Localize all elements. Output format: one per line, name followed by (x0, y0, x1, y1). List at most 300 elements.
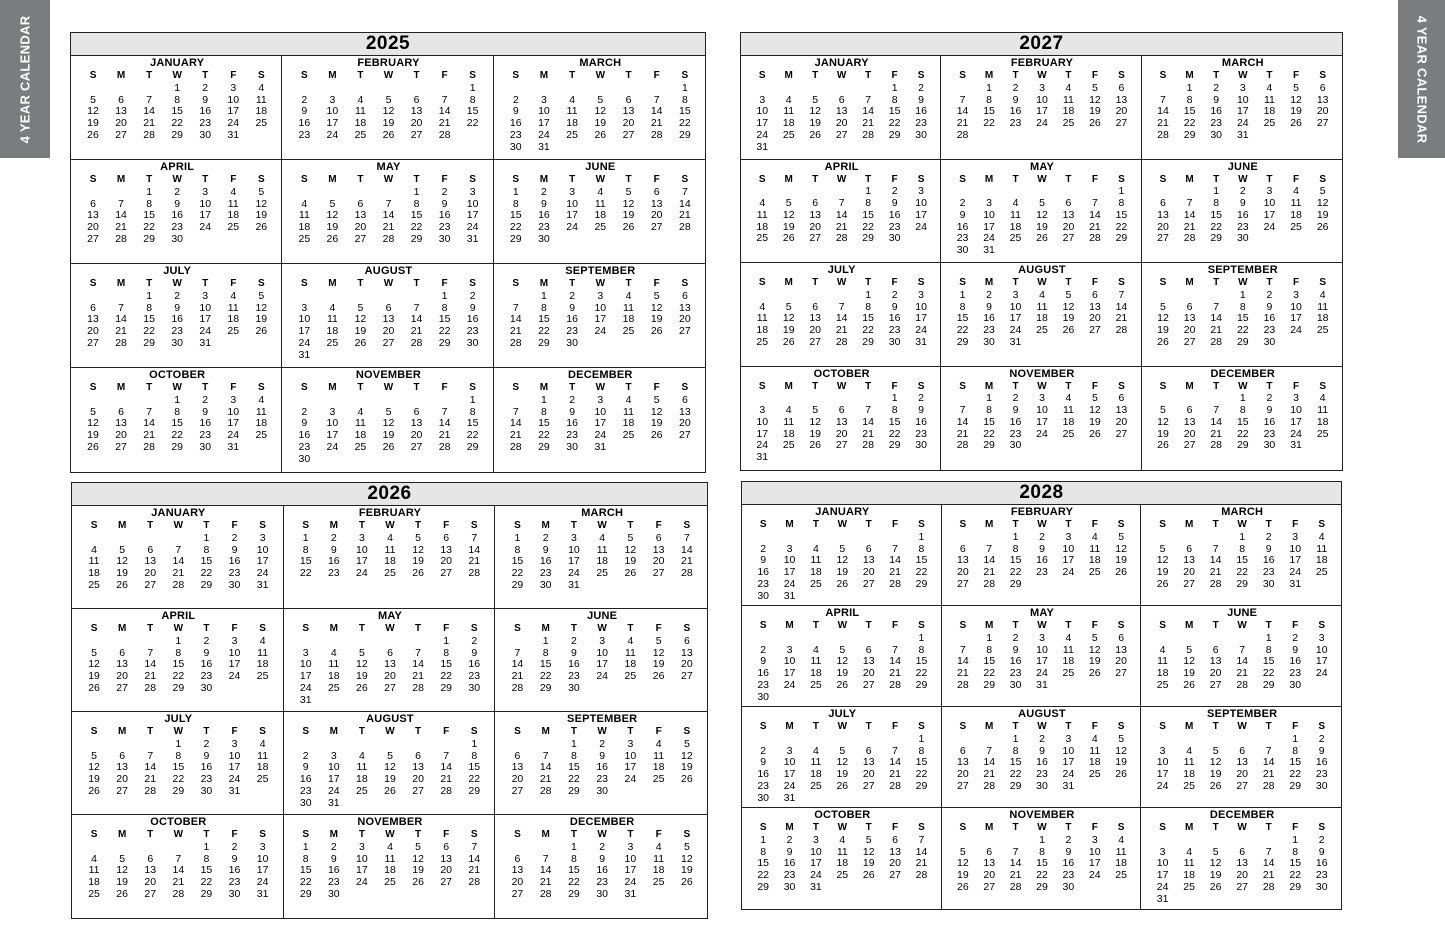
day-number: 22 (200, 876, 213, 889)
day-number: 27 (652, 567, 665, 580)
weekday-header: W (597, 520, 607, 531)
day-number: 13 (410, 105, 423, 118)
weekday-header: S (514, 520, 521, 531)
day-grid (1149, 620, 1335, 692)
day-number: 10 (810, 845, 822, 858)
day-number: 28 (983, 577, 996, 590)
day-number: 24 (1062, 566, 1075, 579)
weekday-header: M (541, 726, 550, 737)
day-number: 17 (568, 555, 580, 568)
day-number: 13 (1209, 655, 1222, 668)
day-number: 10 (624, 852, 637, 865)
day-number: 26 (116, 887, 128, 900)
day-number: 5 (653, 289, 660, 302)
day-number: 19 (88, 670, 100, 683)
day-number: 10 (538, 105, 550, 118)
day-number: 5 (812, 93, 819, 106)
day-grid (80, 726, 277, 798)
day-number: 3 (329, 93, 336, 106)
day-number: 1 (891, 81, 898, 94)
month-name: FEBRUARY (1010, 506, 1074, 518)
day-number: 25 (327, 681, 340, 694)
day-number: 17 (199, 313, 212, 326)
day-number: 13 (1157, 208, 1169, 221)
day-number: 2 (330, 840, 337, 853)
day-number: 20 (511, 773, 524, 786)
day-number: 25 (298, 232, 311, 245)
day-number: 22 (1115, 220, 1128, 233)
day-number: 17 (596, 658, 608, 671)
day-number: 23 (228, 876, 241, 889)
weekday-header: W (595, 70, 606, 81)
day-number: 30 (1263, 439, 1276, 452)
day-number: 4 (258, 393, 265, 406)
day-number: 25 (356, 784, 368, 797)
day-number: 1 (1239, 288, 1246, 301)
day-number: 11 (596, 543, 608, 556)
day-number: 20 (652, 555, 665, 568)
day-grid (292, 520, 489, 580)
day-number: 19 (1089, 105, 1101, 118)
day-number: 6 (357, 197, 364, 210)
day-number: 4 (759, 197, 766, 210)
day-number: 3 (1065, 732, 1072, 745)
day-number: 9 (786, 845, 793, 858)
month-name: JUNE (587, 610, 618, 622)
day-number: 18 (227, 313, 240, 326)
day-number: 27 (1236, 779, 1248, 792)
day-number: 1 (1039, 833, 1045, 846)
day-number: 3 (597, 289, 604, 302)
day-number: 4 (627, 634, 634, 647)
day-number: 28 (1009, 880, 1022, 893)
weekday-header: M (117, 829, 127, 840)
day-number: 29 (1262, 678, 1275, 691)
day-number: 26 (384, 784, 396, 797)
day-number: 3 (1293, 288, 1299, 301)
day-number: 19 (862, 857, 875, 870)
day-number: 10 (326, 105, 339, 118)
day-number: 29 (143, 336, 155, 349)
day-number: 12 (354, 313, 367, 326)
day-number: 4 (1159, 643, 1166, 656)
day-number: 7 (514, 646, 521, 659)
day-number: 9 (599, 749, 606, 762)
day-number: 3 (231, 634, 238, 647)
day-number: 20 (681, 658, 693, 671)
weekday-header: F (230, 278, 237, 289)
month-january (742, 505, 942, 606)
day-number: 26 (88, 784, 100, 797)
month-august (282, 264, 493, 368)
day-number: 17 (227, 417, 240, 430)
day-number: 30 (509, 140, 522, 153)
year-title: 2026 (72, 483, 707, 506)
weekday-header: W (597, 726, 607, 737)
day-number: 29 (1236, 577, 1248, 590)
day-number: 30 (956, 244, 969, 257)
weekday-header: S (1318, 721, 1326, 732)
day-number: 29 (538, 336, 550, 349)
day-number: 15 (511, 555, 524, 568)
day-number: 4 (329, 301, 336, 314)
day-number: 23 (915, 427, 927, 440)
day-number: 3 (358, 840, 365, 853)
month-name: MARCH (581, 507, 624, 519)
day-number: 10 (466, 197, 479, 210)
day-number: 29 (862, 232, 874, 245)
day-number: 4 (258, 81, 265, 94)
day-number: 3 (759, 404, 766, 417)
day-number: 6 (1118, 392, 1125, 405)
day-number: 7 (542, 852, 549, 865)
day-number: 21 (440, 773, 453, 786)
empty-day (976, 734, 1002, 746)
day-number: 10 (756, 105, 769, 118)
day-number: 1 (1118, 185, 1125, 198)
day-number: 23 (1210, 117, 1223, 130)
day-number: 20 (1157, 220, 1169, 233)
day-number: 15 (1009, 554, 1022, 567)
weekday-header: W (837, 822, 848, 833)
day-number: 31 (783, 589, 796, 602)
day-number: 17 (298, 325, 311, 338)
day-number: 25 (227, 325, 240, 338)
day-number: 14 (1009, 857, 1022, 870)
weekday-header: T (1065, 380, 1072, 392)
month-november (942, 808, 1142, 909)
empty-day (828, 83, 854, 95)
day-number: 7 (681, 185, 688, 198)
day-number: 5 (1319, 185, 1326, 198)
day-number: 11 (810, 655, 822, 668)
day-number: 7 (118, 197, 124, 210)
month-june (1141, 606, 1341, 707)
day-number: 21 (143, 429, 155, 442)
day-number: 4 (785, 404, 792, 417)
day-number: 18 (624, 658, 637, 671)
day-number: 31 (568, 578, 580, 591)
day-number: 6 (1239, 845, 1246, 858)
empty-day (346, 395, 374, 407)
weekday-header: W (595, 174, 606, 185)
weekday-header: W (836, 70, 847, 81)
day-number: 14 (509, 417, 522, 430)
day-number: 1 (986, 631, 993, 644)
day-number: 2 (891, 288, 898, 301)
day-number: 12 (1115, 744, 1127, 757)
day-number: 8 (174, 405, 181, 418)
weekday-header: T (570, 726, 577, 737)
day-number: 21 (835, 324, 848, 337)
day-number: 9 (760, 554, 767, 567)
day-number: 6 (959, 744, 966, 757)
day-number: 23 (956, 232, 969, 245)
day-number: 26 (255, 221, 268, 234)
month-july (742, 707, 942, 808)
day-number: 28 (1262, 880, 1275, 893)
day-number: 21 (1262, 768, 1275, 781)
day-number: 10 (227, 405, 240, 418)
day-number: 28 (143, 128, 155, 141)
day-number: 21 (862, 117, 874, 130)
day-number: 14 (1236, 655, 1248, 668)
day-number: 8 (203, 543, 210, 556)
day-number: 13 (116, 761, 128, 774)
empty-day (856, 532, 882, 544)
day-number: 16 (327, 864, 340, 877)
day-number: 18 (1156, 667, 1169, 680)
day-number: 9 (203, 646, 210, 659)
empty-day (950, 532, 976, 544)
day-number: 25 (622, 429, 635, 442)
day-grid (79, 278, 275, 350)
weekday-header: T (627, 520, 634, 531)
day-number: 2 (441, 185, 448, 198)
weekday-header: M (539, 70, 549, 81)
day-number: 2 (1292, 631, 1299, 644)
day-number: 29 (1236, 335, 1249, 348)
empty-day (803, 532, 829, 544)
weekday-header: S (90, 829, 98, 840)
empty-day (376, 636, 404, 648)
weekday-header: S (514, 829, 521, 840)
day-number: 23 (888, 220, 901, 233)
day-number: 3 (1039, 81, 1045, 94)
weekday-header: F (1091, 620, 1098, 631)
day-grid (79, 382, 275, 454)
day-number: 23 (783, 869, 796, 882)
weekday-header: W (1037, 721, 1047, 732)
month-name: NOVEMBER (357, 816, 423, 828)
day-number: 11 (1062, 643, 1074, 656)
weekday-header: F (230, 70, 237, 81)
day-number: 15 (679, 105, 691, 118)
empty-day (320, 739, 348, 751)
day-number: 1 (512, 185, 519, 198)
weekday-header: T (1266, 70, 1273, 81)
side-tab-right (1398, 0, 1445, 158)
day-number: 24 (256, 567, 269, 580)
day-number: 10 (1315, 643, 1328, 656)
day-number: 17 (1036, 655, 1048, 668)
day-number: 20 (440, 864, 453, 877)
day-number: 27 (116, 784, 128, 797)
day-number: 21 (1115, 312, 1128, 325)
month-name: SEPTEMBER (567, 713, 638, 725)
day-number: 21 (1089, 220, 1101, 233)
day-number: 13 (889, 845, 901, 858)
day-number: 21 (1236, 667, 1248, 680)
day-number: 22 (438, 325, 451, 338)
day-number: 11 (1290, 197, 1302, 210)
month-march (1142, 56, 1342, 160)
day-number: 16 (757, 768, 770, 781)
empty-day (1203, 290, 1230, 302)
day-number: 19 (1156, 566, 1169, 579)
day-number: 14 (172, 555, 185, 568)
empty-day (320, 636, 348, 648)
day-number: 21 (983, 768, 996, 781)
weekday-header: T (865, 70, 872, 81)
day-number: 24 (624, 876, 637, 889)
month-september (494, 264, 705, 368)
day-number: 13 (1183, 415, 1196, 428)
day-number: 1 (1292, 732, 1299, 745)
empty-day (431, 395, 459, 407)
day-number: 27 (382, 336, 395, 349)
empty-day (586, 83, 614, 95)
year-calendar-2025 (70, 32, 706, 473)
day-number: 20 (1115, 415, 1128, 428)
day-number: 16 (1263, 312, 1276, 325)
day-number: 20 (410, 429, 423, 442)
day-number: 2 (330, 531, 337, 544)
weekday-header: S (1318, 620, 1326, 631)
day-number: 12 (356, 658, 368, 671)
day-number: 14 (1089, 208, 1101, 221)
day-number: 4 (1118, 833, 1125, 846)
day-number: 5 (1160, 300, 1166, 313)
weekday-header: T (146, 174, 153, 185)
day-number: 14 (440, 761, 453, 774)
empty-day (292, 636, 320, 648)
day-number: 8 (865, 197, 872, 210)
day-number: 18 (594, 209, 607, 222)
weekday-header: T (812, 620, 819, 631)
day-number: 13 (679, 405, 691, 418)
day-number: 22 (1009, 566, 1022, 579)
day-number: 2 (760, 744, 767, 757)
day-number: 20 (354, 221, 367, 234)
weekday-header: S (683, 623, 691, 634)
weekday-header: M (1184, 620, 1194, 631)
day-number: 10 (1236, 93, 1249, 106)
day-number: 18 (1062, 415, 1075, 428)
day-number: 15 (466, 105, 479, 118)
day-number: 15 (757, 857, 770, 870)
day-grid (502, 174, 699, 246)
day-number: 14 (650, 105, 663, 118)
day-number: 13 (1062, 208, 1075, 221)
day-number: 9 (986, 300, 992, 313)
month-february (942, 505, 1142, 606)
day-number: 18 (810, 566, 822, 579)
day-number: 2 (1039, 732, 1045, 745)
day-number: 27 (354, 232, 367, 245)
day-number: 31 (983, 244, 995, 257)
day-number: 15 (862, 312, 874, 325)
day-number: 27 (862, 577, 875, 590)
empty-day (1150, 83, 1177, 95)
day-number: 17 (783, 566, 796, 579)
day-number: 3 (230, 81, 237, 94)
weekday-header: T (1212, 822, 1219, 833)
day-number: 29 (679, 128, 691, 141)
day-number: 10 (1009, 300, 1022, 313)
weekday-header: S (918, 519, 925, 530)
day-number: 24 (299, 681, 312, 694)
day-number: 28 (1210, 439, 1223, 452)
day-number: 31 (1156, 892, 1169, 905)
day-number: 9 (570, 646, 577, 659)
day-number: 1 (469, 393, 476, 406)
day-number: 8 (146, 197, 153, 210)
day-number: 15 (915, 554, 928, 567)
day-number: 1 (918, 732, 925, 745)
day-number: 10 (356, 852, 368, 865)
day-number: 25 (1316, 427, 1329, 440)
day-number: 30 (200, 681, 213, 694)
day-number: 27 (862, 678, 875, 691)
day-number: 20 (87, 325, 99, 338)
empty-day (1202, 532, 1229, 544)
day-number: 12 (1157, 312, 1169, 325)
day-number: 27 (87, 336, 99, 349)
day-number: 5 (625, 185, 632, 198)
day-number: 20 (1089, 312, 1101, 325)
day-number: 8 (1118, 197, 1125, 210)
weekday-header: M (541, 829, 550, 840)
weekday-header: S (470, 726, 478, 737)
day-number: 5 (839, 542, 846, 555)
day-number: 28 (835, 335, 848, 348)
day-number: 20 (835, 427, 848, 440)
day-number: 15 (538, 313, 550, 326)
day-number: 18 (354, 117, 367, 130)
day-number: 3 (813, 833, 819, 846)
weekday-header: S (681, 174, 689, 185)
day-number: 19 (652, 658, 665, 671)
day-number: 20 (412, 773, 424, 786)
day-number: 14 (115, 313, 127, 326)
month-name: FEBRUARY (1010, 57, 1074, 69)
day-number: 25 (1263, 117, 1276, 130)
day-number: 9 (471, 646, 478, 659)
day-grid (949, 277, 1134, 349)
day-number: 12 (862, 845, 875, 858)
day-number: 5 (1065, 288, 1072, 301)
month-name: JANUARY (814, 57, 869, 69)
day-number: 20 (440, 555, 453, 568)
day-number: 13 (115, 105, 127, 118)
day-number: 25 (836, 869, 849, 882)
day-number: 3 (1159, 744, 1166, 757)
weekday-header: T (1265, 620, 1272, 631)
weekday-header: T (357, 174, 364, 185)
day-number: 24 (327, 784, 340, 797)
weekday-header: W (1037, 380, 1047, 392)
weekday-header: S (917, 70, 925, 81)
empty-day (318, 187, 346, 199)
day-number: 19 (382, 429, 395, 442)
empty-day (882, 532, 908, 544)
day-number: 7 (385, 197, 392, 210)
day-number: 14 (983, 756, 996, 769)
day-number: 31 (1290, 439, 1302, 452)
weekday-header: W (172, 174, 182, 185)
day-number: 23 (568, 670, 580, 683)
day-number: 31 (256, 887, 269, 900)
weekday-header: T (147, 726, 154, 737)
day-number: 20 (1183, 566, 1195, 579)
day-number: 21 (509, 429, 522, 442)
day-number: 11 (384, 543, 396, 556)
day-number: 13 (354, 209, 367, 222)
day-number: 8 (413, 197, 420, 210)
day-number: 12 (782, 208, 795, 221)
day-number: 19 (1088, 655, 1101, 668)
